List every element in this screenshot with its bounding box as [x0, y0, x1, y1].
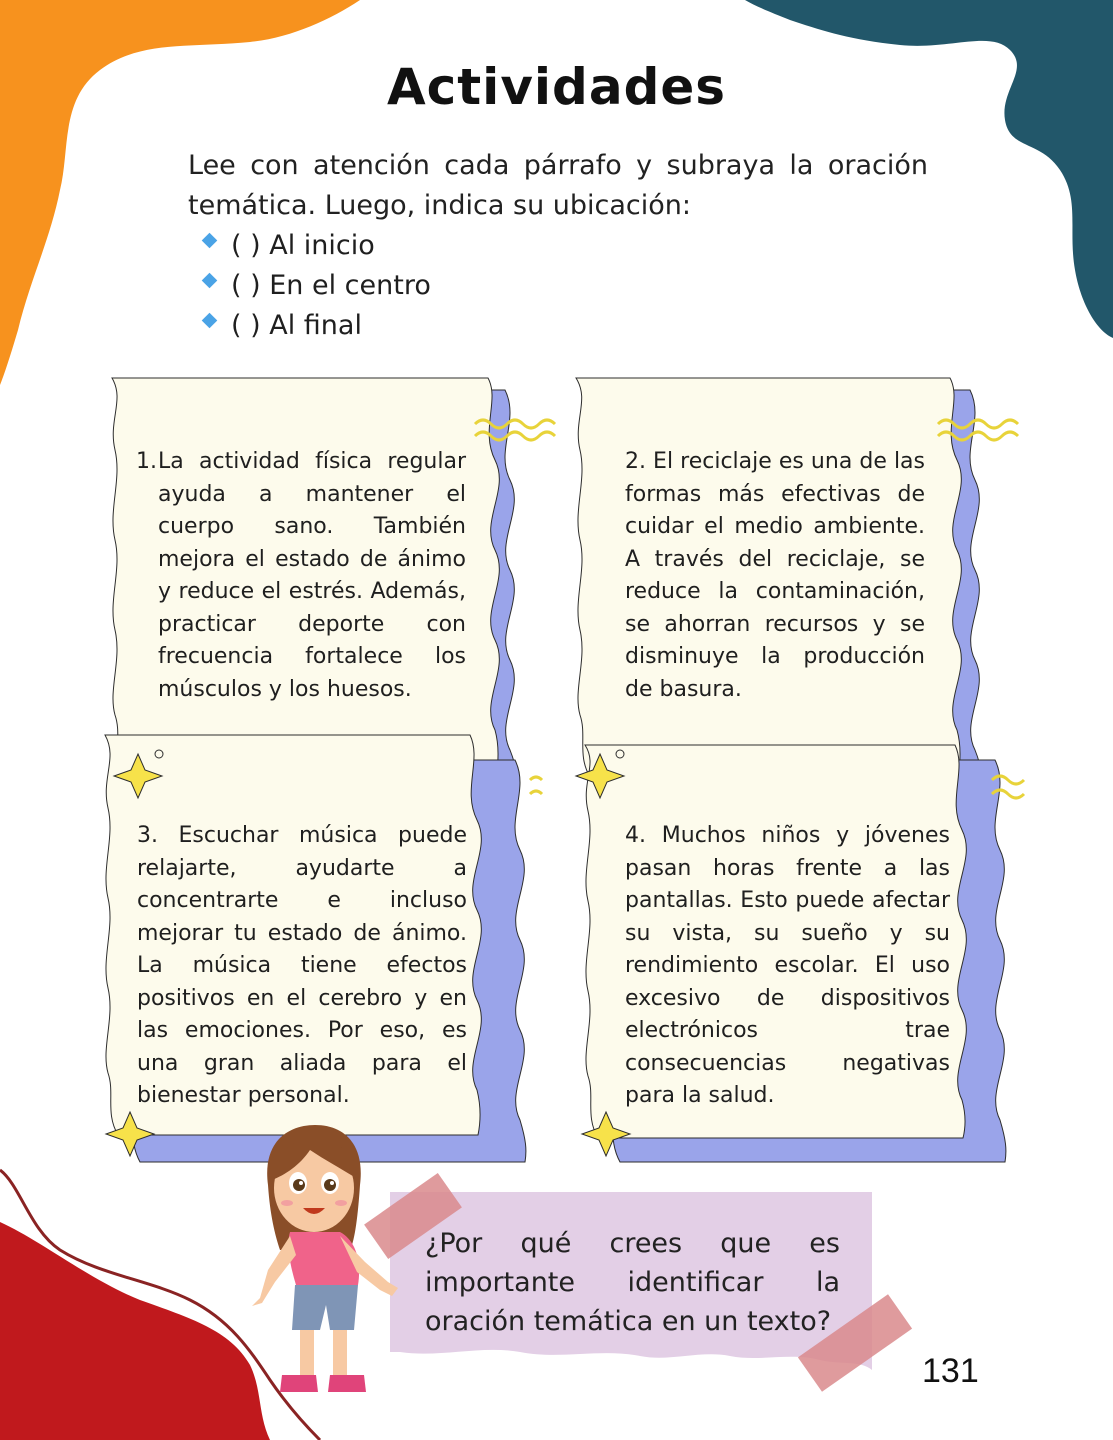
option-al-final — [200, 306, 431, 346]
option-en-el-centro — [200, 266, 431, 306]
girl-illustration — [252, 1125, 398, 1392]
question-line-2: importante identificar la — [425, 1267, 840, 1298]
instructions-text: Lee con atención cada párrafo y subraya la oración temática. Luego, indica su ubicación: — [188, 150, 928, 221]
option-al-inicio — [200, 226, 431, 266]
option-label: ( ) En el centro — [231, 270, 431, 301]
card-2-paragraph: 2. El reciclaje es una de las formas más efectivas de cuidar el medio ambiente. A través del reciclaje, se reduce la contaminación, se ahorran recursos y se disminuye la producción de basura. — [625, 449, 925, 702]
option-label: ( ) Al final — [231, 310, 362, 341]
red-blob — [0, 1222, 270, 1440]
diamond-bullet-icon — [202, 312, 218, 328]
diamond-bullet-icon — [202, 232, 218, 248]
card-4-paragraph: 4. Muchos niños y jóvenes pasan horas frente a las pantallas. Esto puede afectar su vista, su sueño y su rendimiento escolar. El uso excesivo de dispositivos electrónicos trae consecuencias negativas para la salud. — [625, 823, 950, 1108]
card-3-paragraph: 3. Escuchar música puede relajarte, ayudarte a concentrarte e incluso mejorar tu estado de ánimo. La música tiene efectos positivos en el cerebro y en las emociones. Por eso, es una gran aliada para el bienestar personal. — [137, 823, 467, 1108]
page-number: 131 — [922, 1352, 979, 1390]
location-options-list — [200, 226, 431, 346]
card-1-number: 1. — [136, 449, 157, 474]
reflection-question — [425, 1224, 840, 1341]
question-line-3: oración temática en un texto? — [425, 1306, 832, 1337]
option-label: ( ) Al inicio — [231, 230, 375, 261]
card-1-paragraph: La actividad física regular ayuda a mantener el cuerpo sano. También mejora el estado de ánimo y reduce el estrés. Además, practicar deporte con frecuencia fortalece los músculos y los huesos. — [158, 449, 466, 702]
card-1-text — [136, 446, 466, 706]
question-line-1: ¿Por qué crees que es — [425, 1228, 840, 1259]
page-title: Actividades — [386, 58, 727, 116]
diamond-bullet-icon — [202, 272, 218, 288]
